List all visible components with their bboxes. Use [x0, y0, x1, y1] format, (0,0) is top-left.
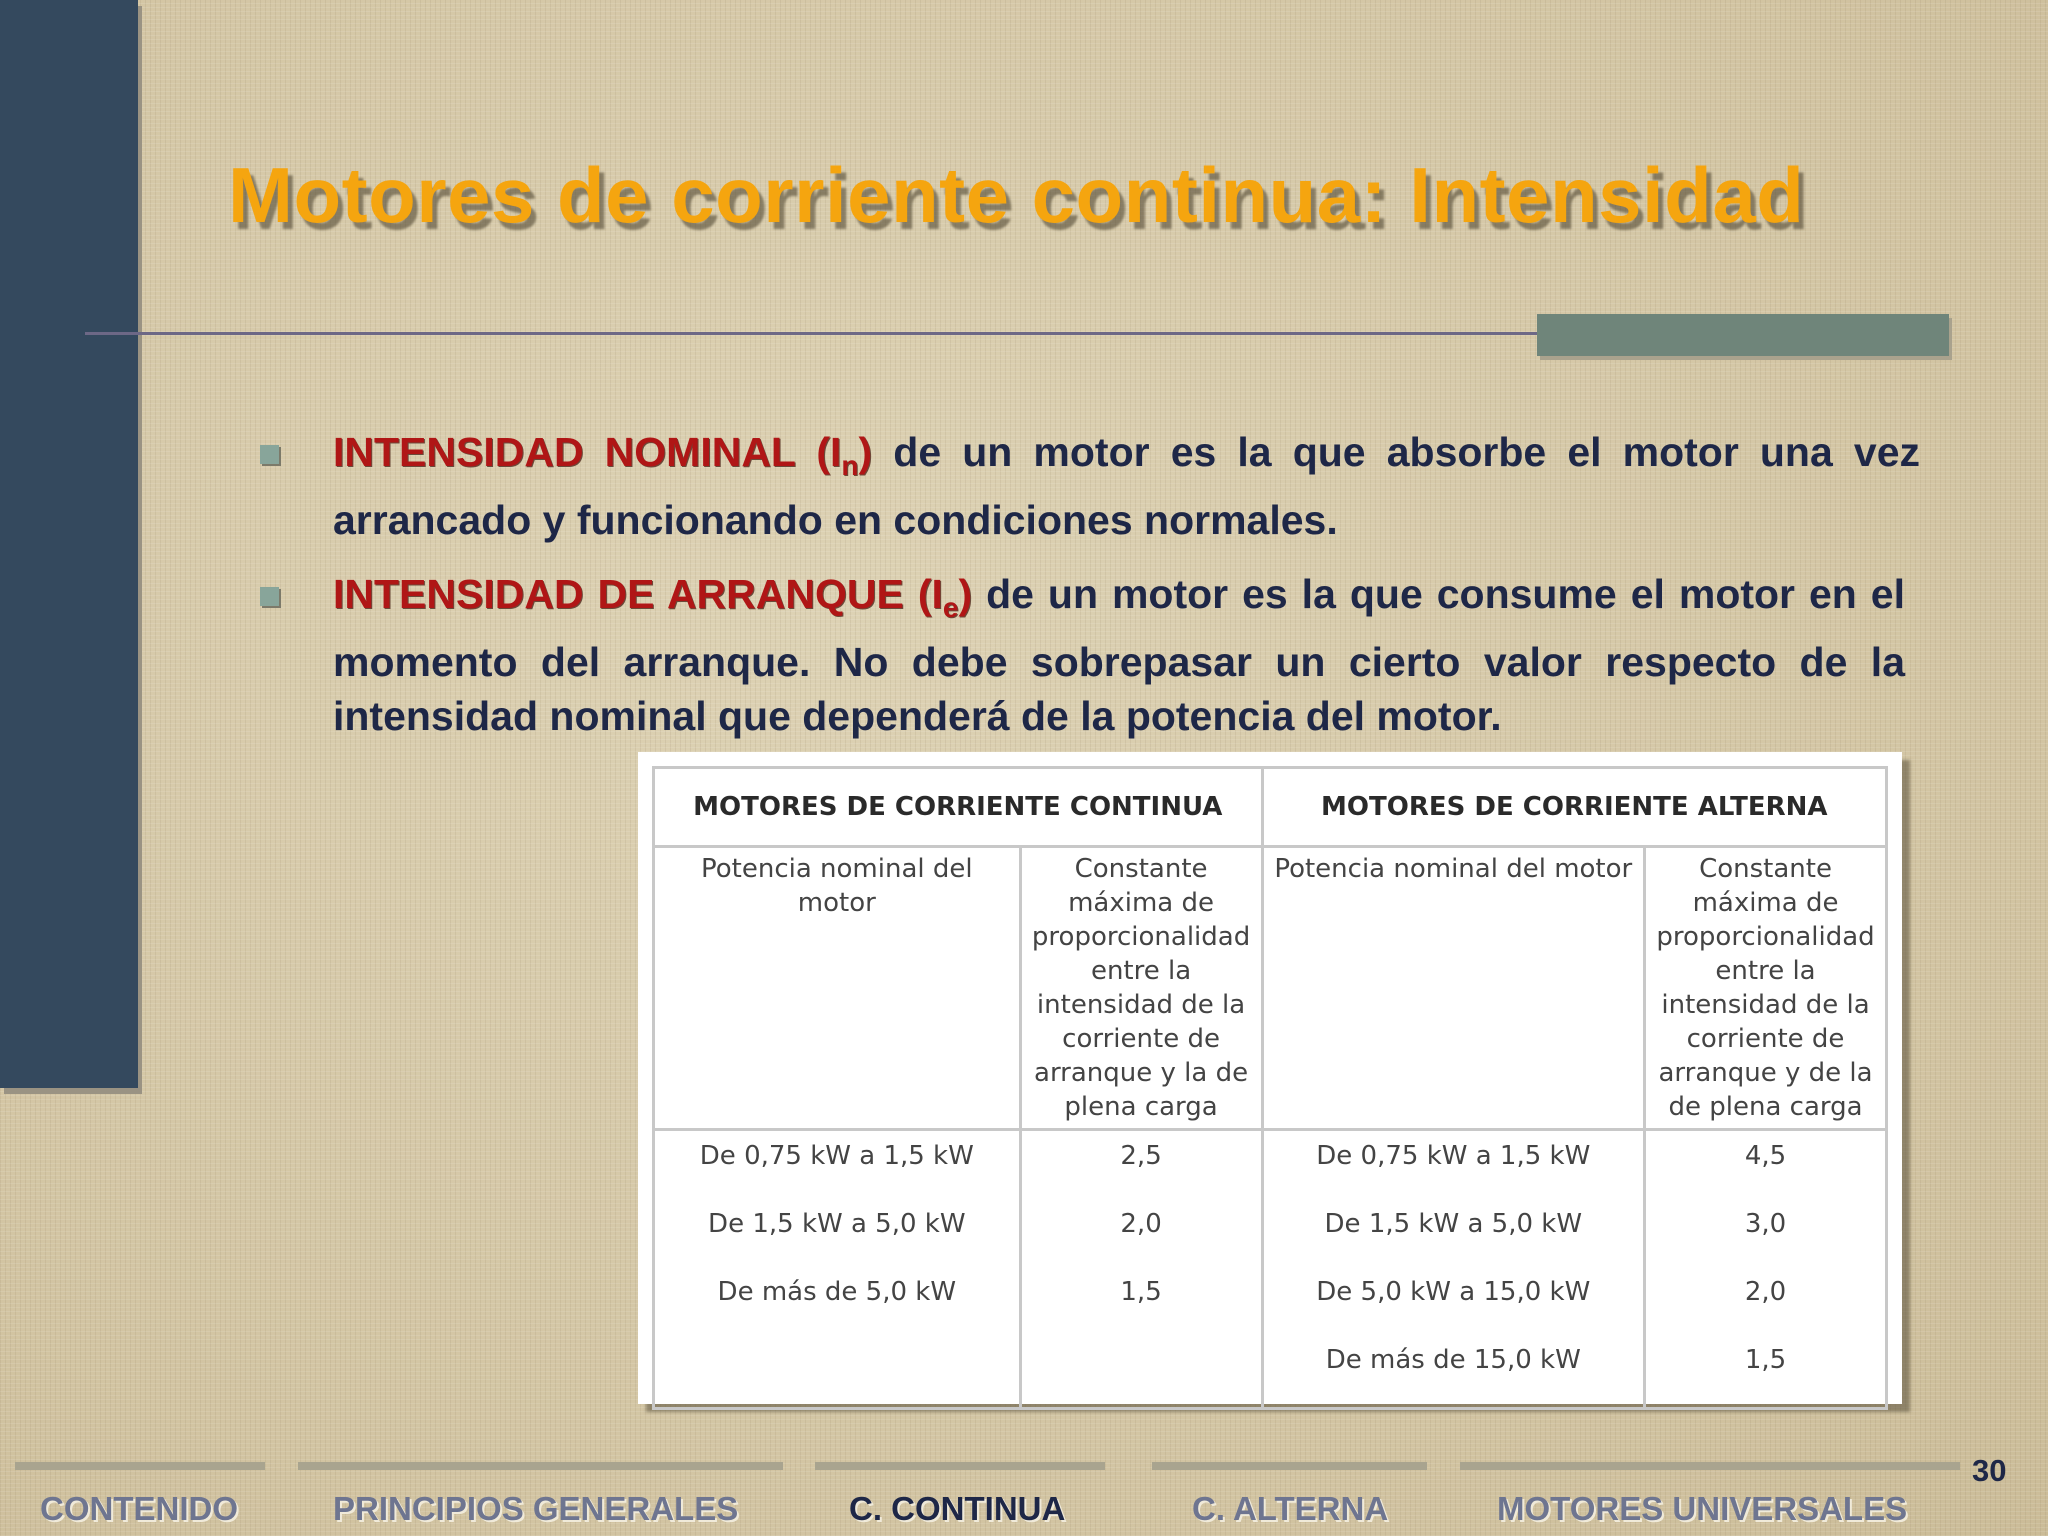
left-accent-bar [0, 0, 138, 1088]
dc-constant-cell: 2,5 [1020, 1130, 1262, 1204]
bullet-text: INTENSIDAD NOMINAL $(I_n)$ de un motor es la que absorbe el motor una vez arrancado y funcionando en condiciones normales. [333, 429, 1920, 544]
title-divider-line [85, 332, 1540, 335]
nav-link-c-continua[interactable]: C. CONTINUA [849, 1490, 1066, 1527]
term-nominal-current: INTENSIDAD NOMINAL $(I_n)$ [333, 429, 873, 482]
bullet-nominal-current [255, 425, 1920, 547]
nav-link-c-alterna[interactable]: C. ALTERNA [1192, 1490, 1389, 1527]
dc-constant-cell: 1,5 [1020, 1271, 1262, 1339]
dc-constant-cell [1020, 1339, 1262, 1409]
slide-title: Motores de corriente continua: Intensidad [228, 151, 1805, 239]
bullet-starting-current [255, 567, 1905, 743]
ac-power-cell: De 5,0 kW a 15,0 kW [1262, 1271, 1645, 1339]
square-bullet-icon [260, 587, 279, 606]
ac-power-cell: De más de 15,0 kW [1262, 1339, 1645, 1409]
dc-power-column-header: Potencia nominal del motor [654, 847, 1021, 1130]
motor-table-image [638, 752, 1902, 1404]
nav-link-contenido[interactable]: CONTENIDO [40, 1490, 238, 1527]
ac-power-cell: De 0,75 kW a 1,5 kW [1262, 1130, 1645, 1204]
ac-power-cell: De 1,5 kW a 5,0 kW [1262, 1203, 1645, 1271]
dc-constant-column-header: Constante máxima de proporcionalidad entre la intensidad de la corriente de arranque y la de plena carga [1020, 847, 1262, 1130]
dc-power-cell [654, 1339, 1021, 1409]
ac-power-column-header: Potencia nominal del motor [1262, 847, 1645, 1130]
nav-bar-alterna [1152, 1462, 1427, 1470]
ac-constant-cell: 4,5 [1645, 1130, 1887, 1204]
page-number: 30 [1972, 1453, 2007, 1488]
dc-constant-cell: 2,0 [1020, 1203, 1262, 1271]
table-row [654, 1271, 1887, 1339]
bullet-text: INTENSIDAD DE ARRANQUE $(I_e)$ de un motor es la que consume el motor en el momento del arranque. No debe sobrepasar un cierto valor respecto de la intensidad nominal que dependerá de la potencia del motor. [333, 571, 1906, 740]
dc-power-cell: De más de 5,0 kW [654, 1271, 1021, 1339]
dc-power-cell: De 1,5 kW a 5,0 kW [654, 1203, 1021, 1271]
dc-motors-header: MOTORES DE CORRIENTE CONTINUA [654, 768, 1263, 847]
ac-constant-column-header: Constante máxima de proporcionalidad entre la intensidad de la corriente de arranque y de la de plena carga [1645, 847, 1887, 1130]
ac-motors-header: MOTORES DE CORRIENTE ALTERNA [1262, 768, 1886, 847]
ac-constant-cell: 1,5 [1645, 1339, 1887, 1409]
nav-bar-universales [1460, 1462, 1960, 1470]
term-starting-current: INTENSIDAD DE ARRANQUE $(I_e)$ [333, 571, 973, 624]
table-row [654, 1130, 1887, 1204]
starting-current-table [652, 766, 1888, 1410]
nav-link-principios-generales[interactable]: PRINCIPIOS GENERALES [333, 1490, 739, 1527]
table-row [654, 1203, 1887, 1271]
dc-power-cell: De 0,75 kW a 1,5 kW [654, 1130, 1021, 1204]
nav-bar-contenido [15, 1462, 265, 1470]
nav-bar-principios [298, 1462, 783, 1470]
square-bullet-icon [260, 445, 279, 464]
title-divider-block [1537, 314, 1949, 356]
table-row [654, 1339, 1887, 1409]
ac-constant-cell: 2,0 [1645, 1271, 1887, 1339]
nav-link-motores-universales[interactable]: MOTORES UNIVERSALES [1497, 1490, 1908, 1527]
nav-bar-continua [815, 1462, 1105, 1470]
ac-constant-cell: 3,0 [1645, 1203, 1887, 1271]
bullet-list [255, 425, 1920, 763]
